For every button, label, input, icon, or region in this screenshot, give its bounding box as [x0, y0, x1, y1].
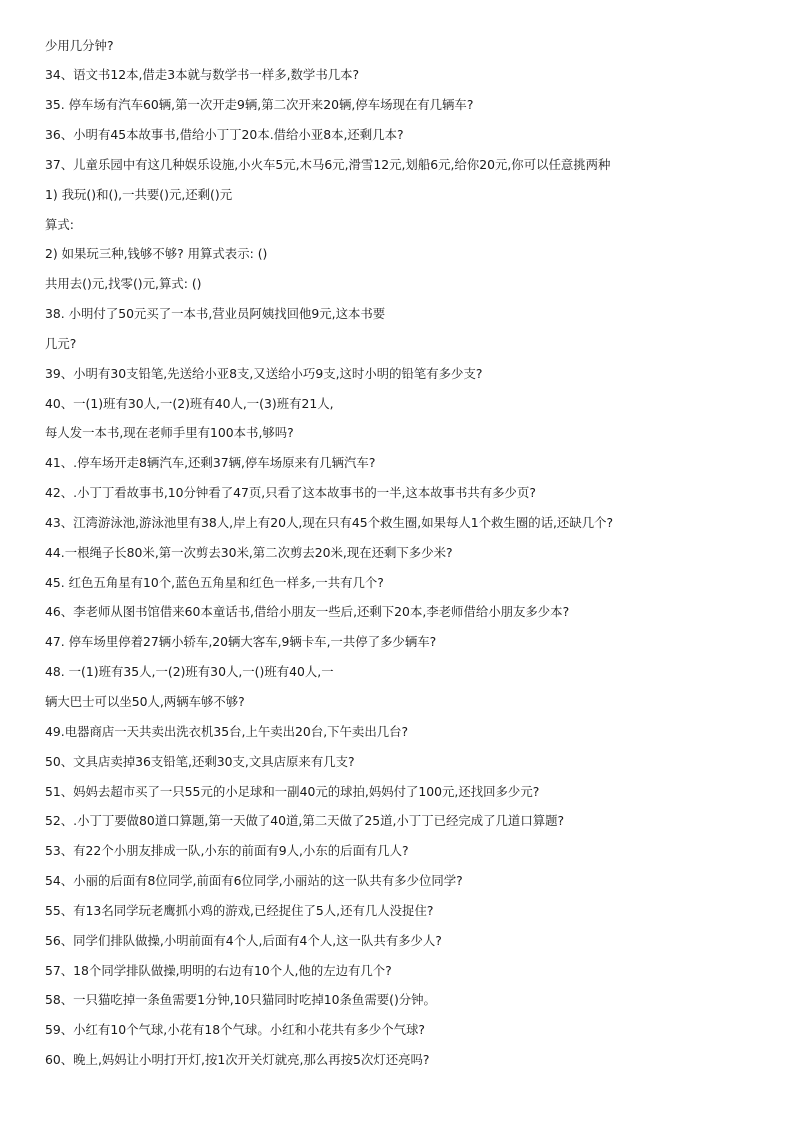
- question-39: 39、小明有30支铅笔,先送给小亚8支,又送给小巧9支,这时小明的铅笔有多少支?: [45, 366, 483, 381]
- question-35: 35. 停车场有汽车60辆,第一次开走9辆,第二次开来20辆,停车场现在有几辆车?: [45, 97, 474, 112]
- text-line: 少用几分钟?: [45, 38, 114, 53]
- text-line: 辆大巴士可以坐50人,两辆车够不够?: [45, 694, 245, 709]
- question-49: 49.电器商店一天共卖出洗衣机35台,上午卖出20台,下午卖出几台?: [45, 724, 409, 739]
- text-line: 算式:: [45, 217, 74, 232]
- question-47: 47. 停车场里停着27辆小轿车,20辆大客车,9辆卡车,一共停了多少辆车?: [45, 634, 437, 649]
- question-51: 51、妈妈去超市买了一只55元的小足球和一副40元的球拍,妈妈付了100元,还找回多少元?: [45, 784, 540, 799]
- question-37-part-1: 1) 我玩()和(),一共要()元,还剩()元: [45, 187, 233, 202]
- text-line: 几元?: [45, 336, 77, 351]
- question-59: 59、小红有10个气球,小花有18个气球。小红和小花共有多少个气球?: [45, 1022, 425, 1037]
- question-37-part-2: 2) 如果玩三种,钱够不够? 用算式表示: (): [45, 246, 268, 261]
- question-52: 52、.小丁丁要做80道口算题,第一天做了40道,第二天做了25道,小丁丁已经完成了几道口算题?: [45, 813, 565, 828]
- question-54: 54、小丽的后面有8位同学,前面有6位同学,小丽站的这一队共有多少位同学?: [45, 873, 463, 888]
- question-42: 42、.小丁丁看故事书,10分钟看了47页,只看了这本故事书的一半,这本故事书共有多少页?: [45, 485, 536, 500]
- question-41: 41、.停车场开走8辆汽车,还剩37辆,停车场原来有几辆汽车?: [45, 455, 376, 470]
- question-55: 55、有13名同学玩老鹰抓小鸡的游戏,已经捉住了5人,还有几人没捉住?: [45, 903, 434, 918]
- question-45: 45. 红色五角星有10个,蓝色五角星和红色一样多,一共有几个?: [45, 575, 384, 590]
- question-56: 56、同学们排队做操,小明前面有4个人,后面有4个人,这一队共有多少人?: [45, 933, 442, 948]
- text-line: 共用去()元,找零()元,算式: (): [45, 276, 202, 291]
- question-36: 36、小明有45本故事书,借给小丁丁20本.借给小亚8本,还剩几本?: [45, 127, 404, 142]
- question-57: 57、18个同学排队做操,明明的右边有10个人,他的左边有几个?: [45, 963, 392, 978]
- question-48: 48. 一(1)班有35人,一(2)班有30人,一()班有40人,一: [45, 664, 334, 679]
- question-37: 37、儿童乐园中有这几种娱乐设施,小火车5元,木马6元,滑雪12元,划船6元,给你20元,你可以任意挑两种: [45, 157, 611, 172]
- question-58: 58、一只猫吃掉一条鱼需要1分钟,10只猫同时吃掉10条鱼需要()分钟。: [45, 992, 436, 1007]
- question-46: 46、李老师从图书馆借来60本童话书,借给小朋友一些后,还剩下20本,李老师借给小朋友多少本?: [45, 604, 570, 619]
- question-44: 44.一根绳子长80米,第一次剪去30米,第二次剪去20米,现在还剩下多少米?: [45, 545, 453, 560]
- question-50: 50、文具店卖掉36支铅笔,还剩30支,文具店原来有几支?: [45, 754, 355, 769]
- question-34: 34、语文书12本,借走3本就与数学书一样多,数学书几本?: [45, 67, 360, 82]
- question-43: 43、江湾游泳池,游泳池里有38人,岸上有20人,现在只有45个救生圈,如果每人1个救生圈的话,还缺几个?: [45, 515, 614, 530]
- question-38: 38. 小明付了50元买了一本书,营业员阿姨找回他9元,这本书要: [45, 306, 386, 321]
- text-line: 每人发一本书,现在老师手里有100本书,够吗?: [45, 425, 294, 440]
- question-53: 53、有22个小朋友排成一队,小东的前面有9人,小东的后面有几人?: [45, 843, 409, 858]
- question-60: 60、晚上,妈妈让小明打开灯,按1次开关灯就亮,那么再按5次灯还亮吗?: [45, 1052, 430, 1067]
- question-40: 40、一(1)班有30人,一(2)班有40人,一(3)班有21人,: [45, 396, 334, 411]
